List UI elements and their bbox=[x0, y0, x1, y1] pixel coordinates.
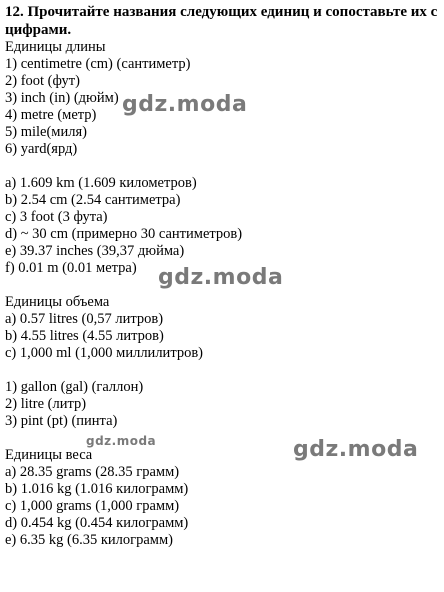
length-section-title: Единицы длины bbox=[5, 39, 106, 55]
watermark: gdz.moda bbox=[158, 265, 284, 290]
watermark: gdz.moda bbox=[122, 92, 248, 117]
length-unit-item: 3) inch (in) (дюйм) bbox=[5, 90, 119, 106]
spacer bbox=[5, 158, 441, 175]
length-unit-item: 1) centimetre (cm) (сантиметр) bbox=[5, 56, 191, 72]
weight-value-item: e) 6.35 kg (6.35 килограмм) bbox=[5, 532, 173, 548]
exercise-heading: 12. Прочитайте названия следующих единиц и сопоставьте их с цифрами. bbox=[5, 4, 438, 38]
weight-value-item: a) 28.35 grams (28.35 грамм) bbox=[5, 464, 180, 480]
volume-unit-item: 3) pint (pt) (пинта) bbox=[5, 413, 118, 429]
watermark: gdz.moda bbox=[86, 434, 157, 448]
volume-value-item: c) 1,000 ml (1,000 миллилитров) bbox=[5, 345, 204, 361]
watermark: gdz.moda bbox=[293, 437, 419, 462]
length-unit-item: 2) foot (фут) bbox=[5, 73, 80, 89]
length-unit-item: 6) yard(ярд) bbox=[5, 141, 78, 157]
spacer bbox=[5, 362, 441, 379]
volume-value-item: b) 4.55 litres (4.55 литров) bbox=[5, 328, 164, 344]
exercise-page bbox=[5, 3, 441, 549]
volume-unit-item: 1) gallon (gal) (галлон) bbox=[5, 379, 144, 395]
length-value-item: a) 1.609 km (1.609 километров) bbox=[5, 175, 197, 191]
length-value-item: c) 3 foot (3 фута) bbox=[5, 209, 108, 225]
spacer bbox=[5, 430, 441, 447]
length-value-item: f) 0.01 m (0.01 метра) bbox=[5, 260, 137, 276]
volume-section-title: Единицы объема bbox=[5, 294, 110, 310]
length-unit-item: 5) mile(миля) bbox=[5, 124, 87, 140]
weight-section-title: Единицы веса bbox=[5, 447, 93, 463]
length-value-item: e) 39.37 inches (39,37 дюйма) bbox=[5, 243, 185, 259]
length-unit-item: 4) metre (метр) bbox=[5, 107, 97, 123]
weight-value-item: b) 1.016 kg (1.016 килограмм) bbox=[5, 481, 189, 497]
volume-unit-item: 2) litre (литр) bbox=[5, 396, 87, 412]
weight-value-item: c) 1,000 grams (1,000 грамм) bbox=[5, 498, 180, 514]
volume-value-item: a) 0.57 litres (0,57 литров) bbox=[5, 311, 164, 327]
length-value-item: b) 2.54 cm (2.54 сантиметра) bbox=[5, 192, 181, 208]
length-value-item: d) ~ 30 cm (примерно 30 сантиметров) bbox=[5, 226, 243, 242]
weight-value-item: d) 0.454 kg (0.454 килограмм) bbox=[5, 515, 189, 531]
spacer bbox=[5, 277, 441, 294]
